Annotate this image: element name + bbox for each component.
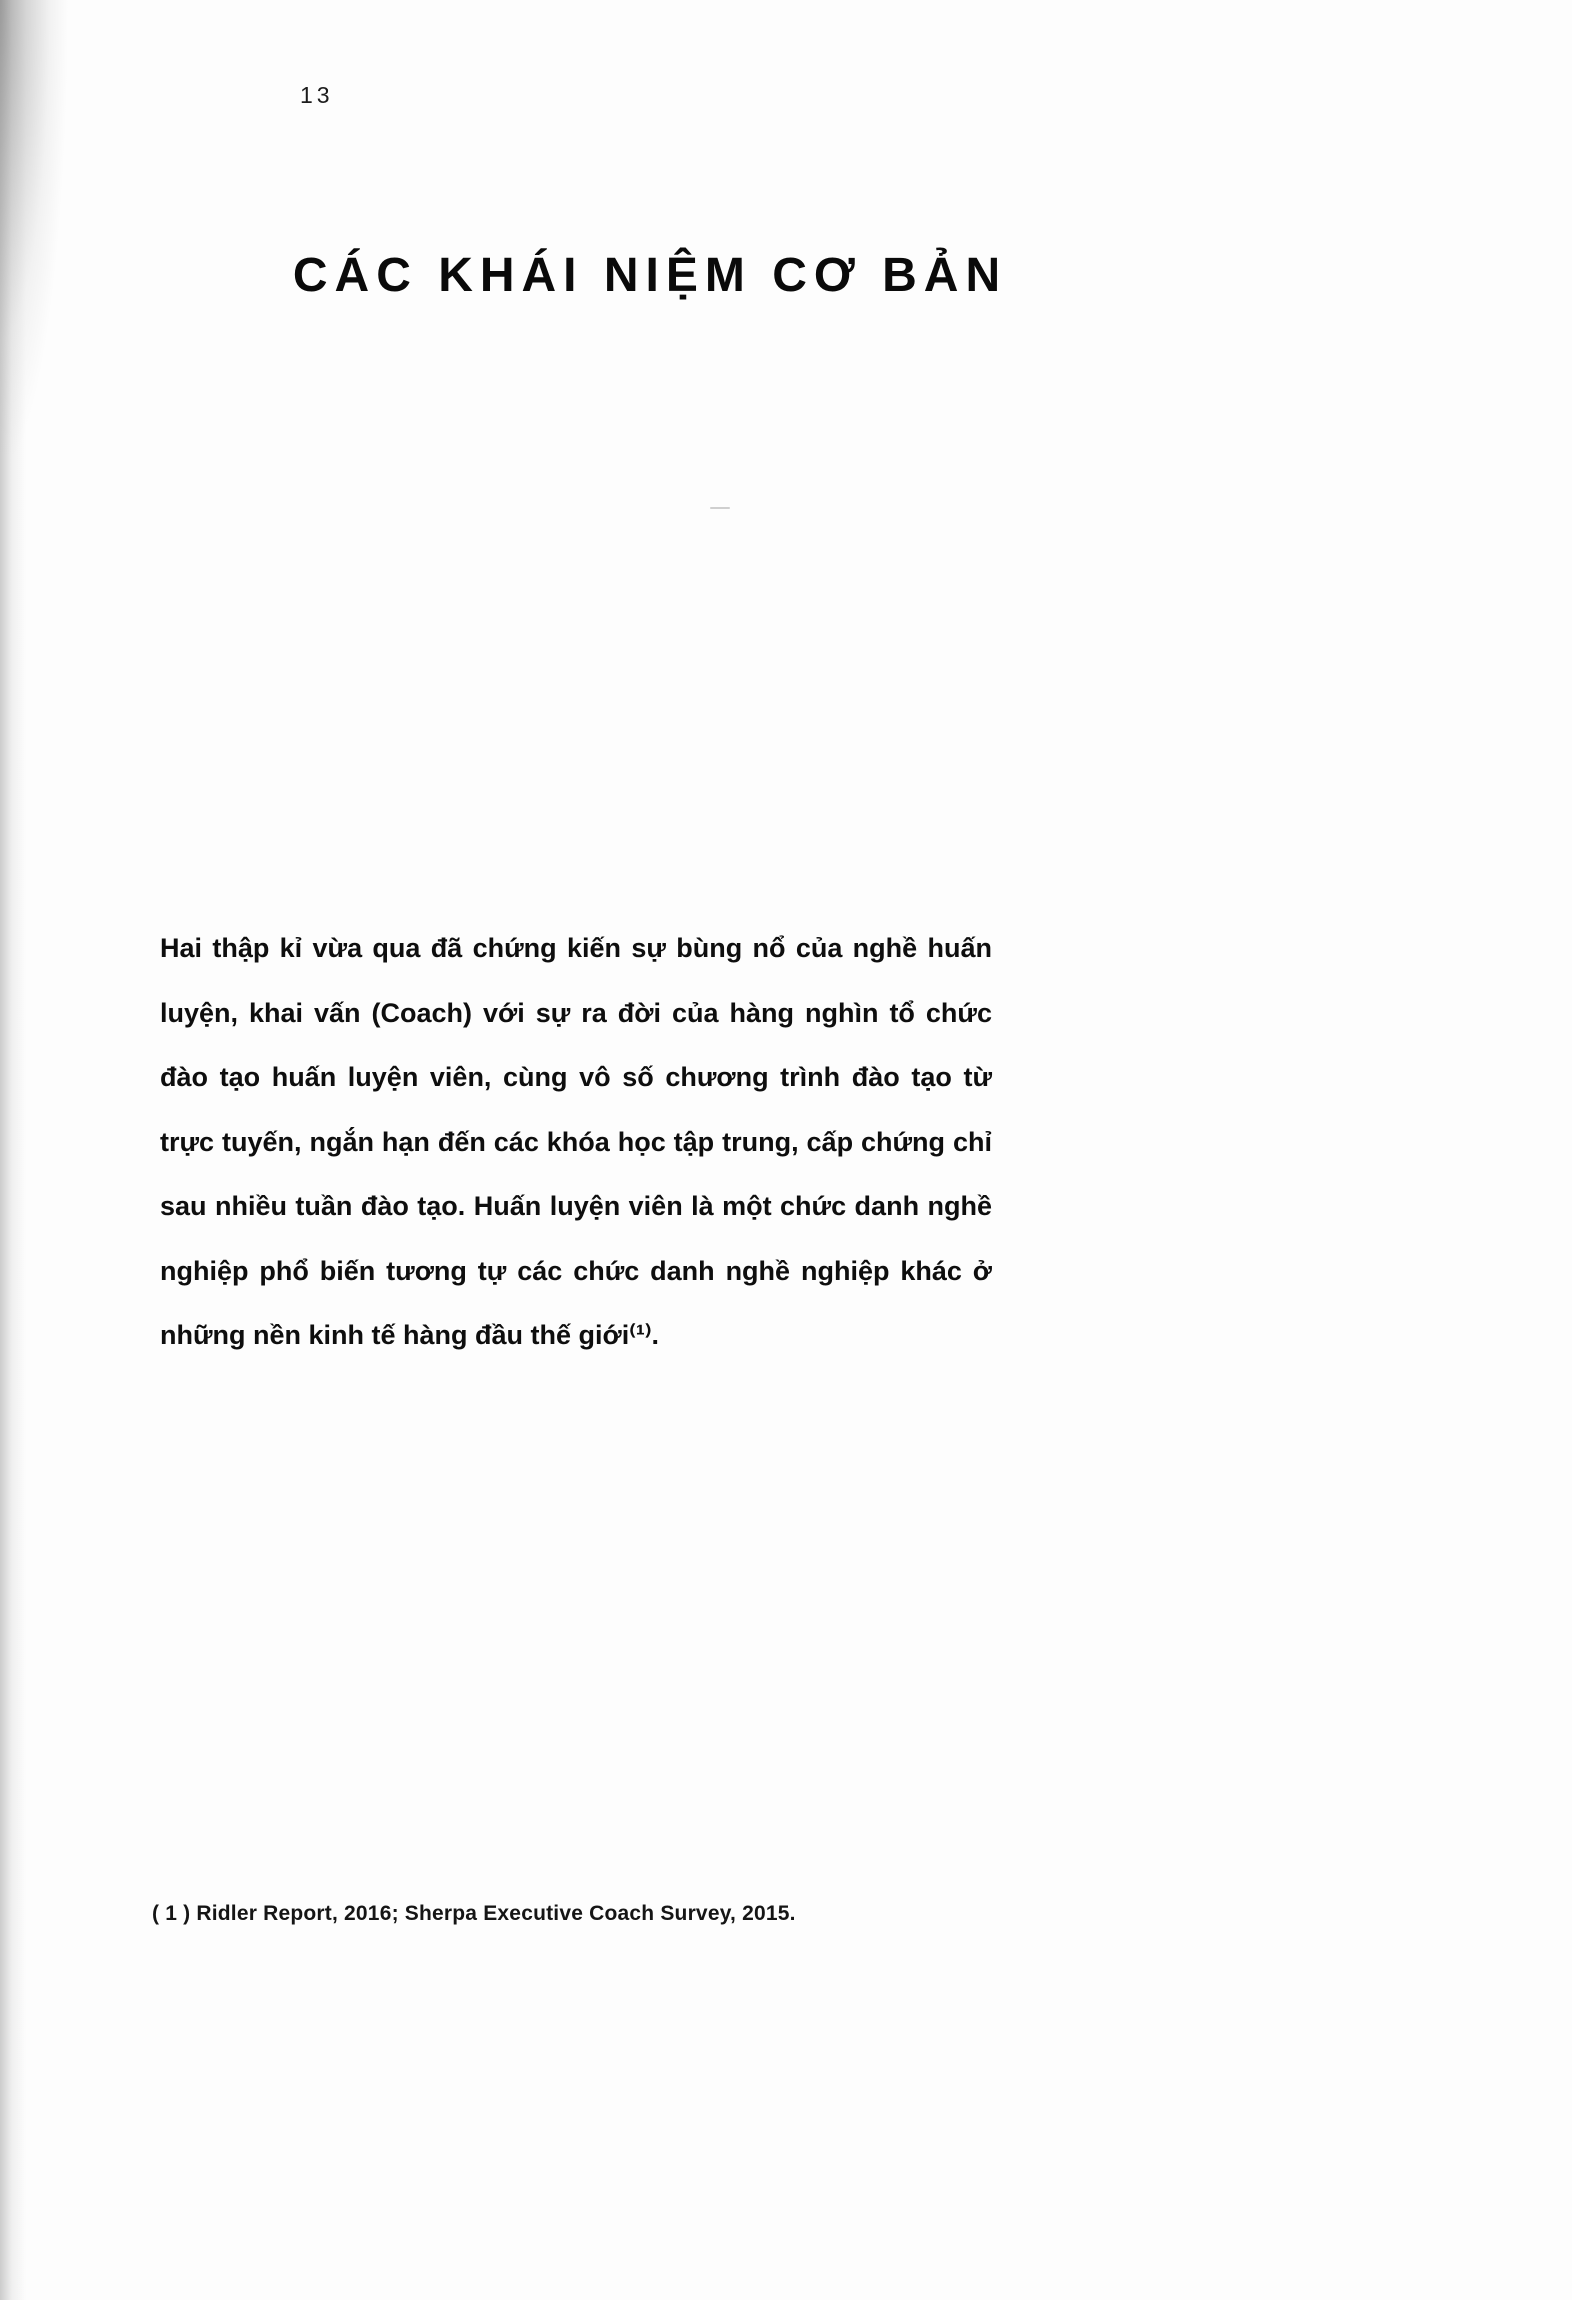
scan-edge-shadow: [0, 0, 26, 2300]
scan-corner-shadow: [0, 0, 70, 620]
body-line: sau nhiều tuần đào tạo. Huấn luyện viên là một chức danh nghề: [160, 1191, 992, 1221]
body-line: luyện, khai vấn (Coach) với sự ra đời của hàng nghìn tổ chức: [160, 997, 992, 1028]
body-line: đào tạo huấn luyện viên, cùng vô số chương trình đào tạo từ: [160, 1062, 992, 1092]
footnote: ( 1 ) Ridler Report, 2016; Sherpa Executive Coach Survey, 2015.: [152, 1902, 796, 1925]
body-line: những nền kinh tế hàng đầu thế giới⁽¹⁾.: [160, 1320, 659, 1350]
body-line: Hai thập kỉ vừa qua đã chứng kiến sự bùng nổ của nghề huấn: [160, 933, 992, 963]
page-number: 13: [300, 82, 334, 108]
body-line: trực tuyến, ngắn hạn đến các khóa học tập trung, cấp chứng chỉ: [160, 1126, 992, 1157]
body-paragraph: [160, 916, 992, 1368]
chapter-title: CÁC KHÁI NIỆM CƠ BẢN: [292, 249, 1008, 302]
scan-artifact: [710, 507, 730, 509]
body-line: nghiệp phổ biến tương tự các chức danh nghề nghiệp khác ở: [160, 1255, 992, 1286]
